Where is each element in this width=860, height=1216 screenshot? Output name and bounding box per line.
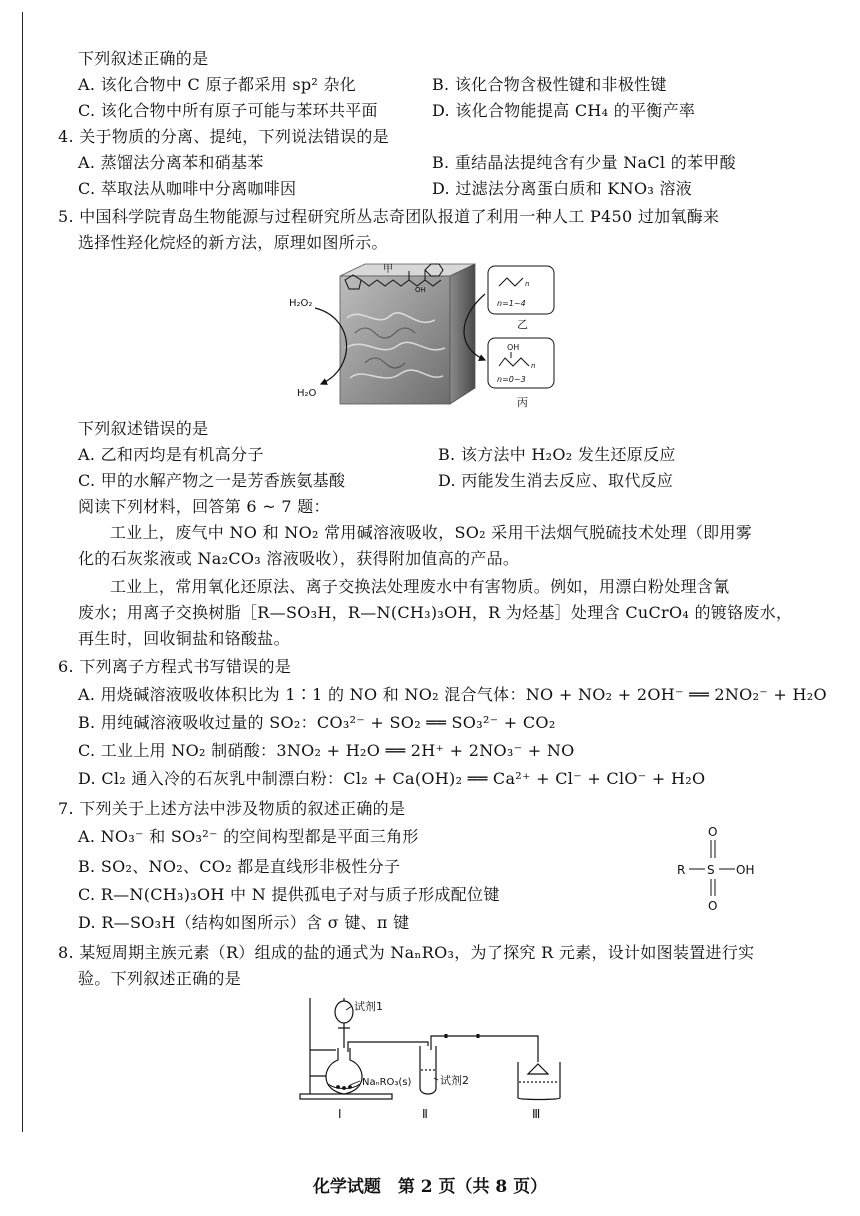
q8-apparatus-figure <box>296 990 586 1126</box>
q7-option-d: D. R—SO₃H（结构如图所示）含 σ 键、π 键 <box>78 913 410 932</box>
q4-option-c: C. 萃取法从咖啡中分离咖啡因 <box>78 179 297 198</box>
r-so3h-structure <box>675 822 785 914</box>
q3-option-a: A. 该化合物中 C 原子都采用 sp² 杂化 <box>78 75 357 94</box>
q7-option-b: B. SO₂、NO₂、CO₂ 都是直线形非极性分子 <box>78 857 401 876</box>
struct-o-top: O <box>708 825 718 839</box>
q6-option-a: A. 用烧碱溶液吸收体积比为 1∶1 的 NO 和 NO₂ 混合气体：NO + NO₂ + 2OH⁻ ══ 2NO₂⁻ + H₂O <box>78 685 827 704</box>
material-p1-line2: 化的石灰浆液或 Na₂CO₃ 溶液吸收），获得附加值高的产品。 <box>78 549 520 568</box>
label-yi: 乙 <box>517 318 528 331</box>
q8-stem-line1: 8. 某短周期主族元素（R）组成的盐的通式为 NaₙRO₃，为了探究 R 元素，设计如图装置进行实 <box>58 943 755 962</box>
q3-option-c: C. 该化合物中所有原子可能与苯环共平面 <box>78 101 378 120</box>
label-apparatus-2: Ⅱ <box>422 1107 428 1121</box>
q5-stem-line1: 5. 中国科学院青岛生物能源与过程研究所丛志奇团队报道了利用一种人工 P450 过加氧酶来 <box>58 207 720 226</box>
material-p2-line1: 工业上，常用氧化还原法、离子交换法处理废水中有害物质。例如，用漂白粉处理含氰 <box>110 577 730 596</box>
material-p2-line2: 废水；用离子交换树脂［R—SO₃H，R—N(CH₃)₃OH，R 为烃基］处理含 CuCrO₄ 的镀铬废水， <box>78 603 793 622</box>
label-oh-bing: OH <box>507 343 520 352</box>
q7-option-c: C. R—N(CH₃)₃OH 中 N 提供孤电子对与质子形成配位键 <box>78 885 500 904</box>
label-oh-jia: OH <box>415 286 426 294</box>
q5-enzyme-figure <box>285 258 565 414</box>
label-apparatus-3: Ⅲ <box>532 1107 541 1121</box>
material-p2-line3: 再生时，回收铜盐和铬酸盐。 <box>78 629 290 648</box>
q8-stem-line2: 验。下列叙述正确的是 <box>78 969 242 988</box>
material-p1-line1: 工业上，废气中 NO 和 NO₂ 常用碱溶液吸收，SO₂ 采用干法烟气脱硫技术处理（即用雾 <box>110 523 753 542</box>
q6-option-d: D. Cl₂ 通入冷的石灰乳中制漂白粉：Cl₂ + Ca(OH)₂ ══ Ca²⁺ + Cl⁻ + ClO⁻ + H₂O <box>78 769 706 788</box>
label-reagent2: 试剂2 <box>440 1074 469 1087</box>
q5-option-c: C. 甲的水解产物之一是芳香族氨基酸 <box>78 471 346 490</box>
separatory-funnel <box>335 1001 353 1023</box>
struct-oh: OH <box>736 863 755 877</box>
q5-stem-line2: 选择性羟化烷烃的新方法，原理如图所示。 <box>78 233 388 252</box>
page-footer: 化学试题 第 2 页（共 8 页） <box>312 1177 548 1197</box>
q3-stem: 下列叙述正确的是 <box>78 49 209 68</box>
label-salt: NaₙRO₃(s) <box>362 1077 412 1088</box>
struct-o-bottom: O <box>708 899 718 913</box>
label-h2o2: H₂O₂ <box>289 298 313 309</box>
q5-option-b: B. 该方法中 H₂O₂ 发生还原反应 <box>438 445 676 464</box>
label-n-bing: n <box>531 362 536 370</box>
q5-option-d: D. 丙能发生消去反应、取代反应 <box>438 471 674 490</box>
q6-option-b: B. 用纯碱溶液吸收过量的 SO₂：CO₃²⁻ + SO₂ ══ SO₃²⁻ + CO₂ <box>78 713 556 732</box>
label-apparatus-1: Ⅰ <box>338 1107 342 1121</box>
q3-option-b: B. 该化合物含极性键和非极性键 <box>432 75 667 94</box>
label-h2o: H₂O <box>297 388 317 399</box>
q3-option-d: D. 该化合物能提高 CH₄ 的平衡产率 <box>432 101 696 120</box>
binding-margin-line <box>22 12 23 1132</box>
label-n-yi: n <box>525 280 530 288</box>
struct-r: R <box>677 863 686 877</box>
q5-stem-line3: 下列叙述错误的是 <box>78 419 209 438</box>
material-intro: 阅读下列材料，回答第 6 ~ 7 题： <box>78 497 330 516</box>
q4-option-b: B. 重结晶法提纯含有少量 NaCl 的苯甲酸 <box>432 153 736 172</box>
label-n-range-yi: n=1~4 <box>497 299 526 308</box>
label-jia: 甲 <box>383 264 393 275</box>
q6-stem: 6. 下列离子方程式书写错误的是 <box>58 657 292 676</box>
q5-option-a: A. 乙和丙均是有机高分子 <box>78 445 264 464</box>
q4-option-d: D. 过滤法分离蛋白质和 KNO₃ 溶液 <box>432 179 693 198</box>
label-bing: 丙 <box>517 396 528 409</box>
q7-stem: 7. 下列关于上述方法中涉及物质的叙述正确的是 <box>58 799 406 818</box>
label-n-range-bing: n=0~3 <box>497 375 526 384</box>
struct-s: S <box>707 863 715 877</box>
q4-stem: 4. 关于物质的分离、提纯，下列说法错误的是 <box>58 127 389 146</box>
q4-option-a: A. 蒸馏法分离苯和硝基苯 <box>78 153 264 172</box>
q6-option-c: C. 工业上用 NO₂ 制硝酸：3NO₂ + H₂O ══ 2H⁺ + 2NO₃⁻ + NO <box>78 741 575 760</box>
stand-base <box>300 1094 392 1099</box>
q7-option-a: A. NO₃⁻ 和 SO₃²⁻ 的空间构型都是平面三角形 <box>78 827 419 846</box>
label-reagent1: 试剂1 <box>354 1000 383 1013</box>
